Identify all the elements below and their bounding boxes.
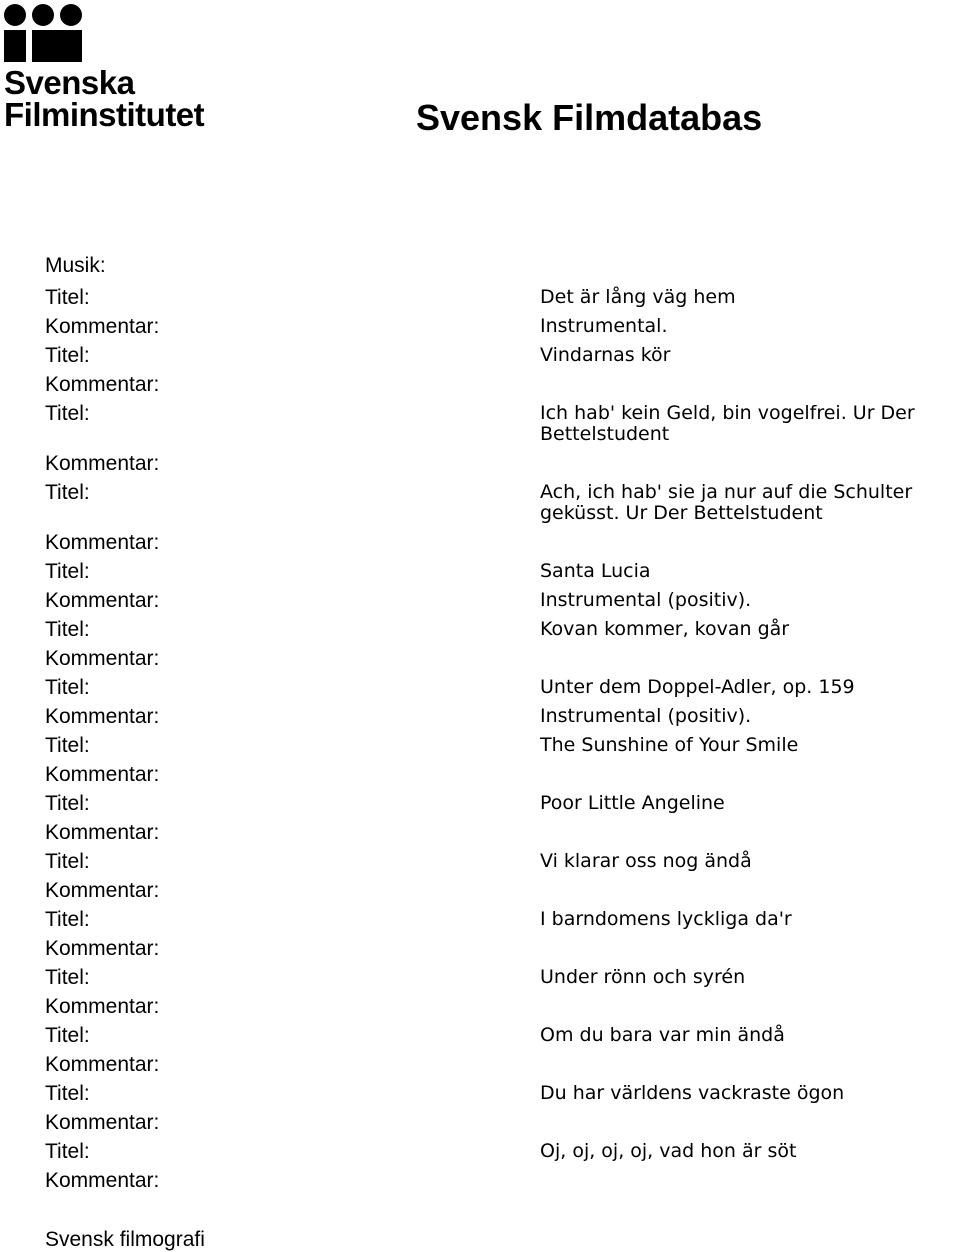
music-comment-value: Instrumental (positiv). bbox=[540, 589, 752, 611]
music-row bbox=[45, 586, 960, 615]
music-entry bbox=[45, 905, 960, 963]
comment-label: Kommentar: bbox=[45, 995, 160, 1018]
comment-label: Kommentar: bbox=[45, 531, 160, 554]
comment-label: Kommentar: bbox=[45, 705, 160, 728]
music-row bbox=[45, 818, 960, 847]
comment-label: Kommentar: bbox=[45, 821, 160, 844]
music-title-value: Unter dem Doppel-Adler, op. 159 bbox=[540, 676, 855, 698]
page-title: Svensk Filmdatabas bbox=[416, 97, 763, 138]
music-row bbox=[45, 1021, 960, 1050]
comment-label: Kommentar: bbox=[45, 937, 160, 960]
title-label: Titel: bbox=[45, 966, 90, 989]
title-label: Titel: bbox=[45, 792, 90, 815]
comment-label: Kommentar: bbox=[45, 315, 160, 338]
music-row bbox=[45, 847, 960, 876]
music-comment-value bbox=[540, 644, 960, 652]
logo-block-icon bbox=[32, 30, 82, 62]
music-comment-value bbox=[540, 876, 960, 884]
music-entry bbox=[45, 478, 960, 557]
title-label: Titel: bbox=[45, 1082, 90, 1105]
music-row bbox=[45, 370, 960, 399]
comment-label: Kommentar: bbox=[45, 763, 160, 786]
comment-label: Kommentar: bbox=[45, 1053, 160, 1076]
svenska-filminstitutet-logo bbox=[4, 2, 214, 134]
comment-label: Kommentar: bbox=[45, 452, 160, 475]
music-row bbox=[45, 528, 960, 557]
music-entry bbox=[45, 1137, 960, 1195]
music-comment-value bbox=[540, 449, 960, 457]
music-entry bbox=[45, 673, 960, 731]
music-row bbox=[45, 876, 960, 905]
music-heading: Musik: bbox=[45, 254, 106, 277]
title-label: Titel: bbox=[45, 344, 90, 367]
music-row bbox=[45, 731, 960, 760]
music-comment-value bbox=[540, 1166, 960, 1174]
music-comment-value: Instrumental (positiv). bbox=[540, 705, 752, 727]
music-comment-value bbox=[540, 528, 960, 536]
music-row bbox=[45, 644, 960, 673]
music-row bbox=[45, 615, 960, 644]
music-entry bbox=[45, 1021, 960, 1079]
title-label: Titel: bbox=[45, 1140, 90, 1163]
music-title-value: Om du bara var min ändå bbox=[540, 1024, 785, 1046]
music-title-value: Kovan kommer, kovan går bbox=[540, 618, 790, 640]
music-row bbox=[45, 963, 960, 992]
music-row bbox=[45, 1050, 960, 1079]
title-label: Titel: bbox=[45, 734, 90, 757]
title-label: Titel: bbox=[45, 1024, 90, 1047]
music-entry bbox=[45, 847, 960, 905]
music-row bbox=[45, 760, 960, 789]
music-title-value: Under rönn och syrén bbox=[540, 966, 746, 988]
music-row bbox=[45, 992, 960, 1021]
music-title-value: Oj, oj, oj, oj, vad hon är söt bbox=[540, 1140, 797, 1162]
music-row bbox=[45, 1108, 960, 1137]
logo-dot-icon bbox=[60, 4, 82, 26]
music-row bbox=[45, 1079, 960, 1108]
title-label: Titel: bbox=[45, 560, 90, 583]
title-label: Titel: bbox=[45, 286, 90, 309]
logo-text-line1: Svenska bbox=[4, 64, 135, 101]
logo-dot-icon bbox=[32, 4, 54, 26]
music-comment-value bbox=[540, 992, 960, 1000]
music-row bbox=[45, 283, 960, 312]
music-entry bbox=[45, 789, 960, 847]
logo-block-icon bbox=[4, 30, 26, 62]
music-row bbox=[45, 934, 960, 963]
music-title-value: Vindarnas kör bbox=[540, 344, 671, 366]
logo-dots-icon bbox=[4, 2, 84, 26]
comment-label: Kommentar: bbox=[45, 1111, 160, 1134]
music-row bbox=[45, 673, 960, 702]
music-title-value: Santa Lucia bbox=[540, 560, 651, 582]
music-title-value: Poor Little Angeline bbox=[540, 792, 725, 814]
comment-label: Kommentar: bbox=[45, 647, 160, 670]
music-row bbox=[45, 557, 960, 586]
music-comment-value bbox=[540, 760, 960, 768]
music-comment-value: Instrumental. bbox=[540, 315, 668, 337]
music-title-value: Ach, ich hab' sie ja nur auf die Schulter geküsst. Ur Der Bettelstudent bbox=[540, 481, 913, 524]
logo-dot-icon bbox=[4, 4, 26, 26]
music-comment-value bbox=[540, 934, 960, 942]
music-row bbox=[45, 399, 960, 449]
comment-label: Kommentar: bbox=[45, 879, 160, 902]
music-row bbox=[45, 1166, 960, 1195]
music-list bbox=[45, 283, 960, 1195]
music-row bbox=[45, 341, 960, 370]
title-label: Titel: bbox=[45, 481, 90, 504]
music-comment-value bbox=[540, 1108, 960, 1116]
title-label: Titel: bbox=[45, 908, 90, 931]
music-comment-value bbox=[540, 818, 960, 826]
music-entry bbox=[45, 399, 960, 478]
music-entry bbox=[45, 615, 960, 673]
comment-label: Kommentar: bbox=[45, 373, 160, 396]
title-label: Titel: bbox=[45, 850, 90, 873]
music-title-value: Vi klarar oss nog ändå bbox=[540, 850, 752, 872]
music-comment-value bbox=[540, 1050, 960, 1058]
music-entry bbox=[45, 1079, 960, 1137]
title-label: Titel: bbox=[45, 402, 90, 425]
filmography-heading: Svensk filmografi bbox=[45, 1228, 205, 1251]
music-entry bbox=[45, 557, 960, 615]
music-row bbox=[45, 449, 960, 478]
music-entry bbox=[45, 731, 960, 789]
comment-label: Kommentar: bbox=[45, 1169, 160, 1192]
music-row bbox=[45, 1137, 960, 1166]
title-label: Titel: bbox=[45, 618, 90, 641]
music-row bbox=[45, 789, 960, 818]
music-title-value: I barndomens lyckliga da'r bbox=[540, 908, 792, 930]
title-label: Titel: bbox=[45, 676, 90, 699]
music-title-value: Ich hab' kein Geld, bin vogelfrei. Ur Der Bettelstudent bbox=[540, 402, 915, 445]
comment-label: Kommentar: bbox=[45, 589, 160, 612]
music-title-value: Det är lång väg hem bbox=[540, 286, 736, 308]
music-title-value: The Sunshine of Your Smile bbox=[540, 734, 799, 756]
music-entry bbox=[45, 341, 960, 399]
logo-text-line2: Filminstitutet bbox=[4, 96, 205, 133]
music-comment-value bbox=[540, 370, 960, 378]
music-entry bbox=[45, 963, 960, 1021]
music-title-value: Du har världens vackraste ögon bbox=[540, 1082, 845, 1104]
music-row bbox=[45, 905, 960, 934]
music-row bbox=[45, 312, 960, 341]
music-row bbox=[45, 702, 960, 731]
music-row bbox=[45, 478, 960, 528]
music-entry bbox=[45, 283, 960, 341]
